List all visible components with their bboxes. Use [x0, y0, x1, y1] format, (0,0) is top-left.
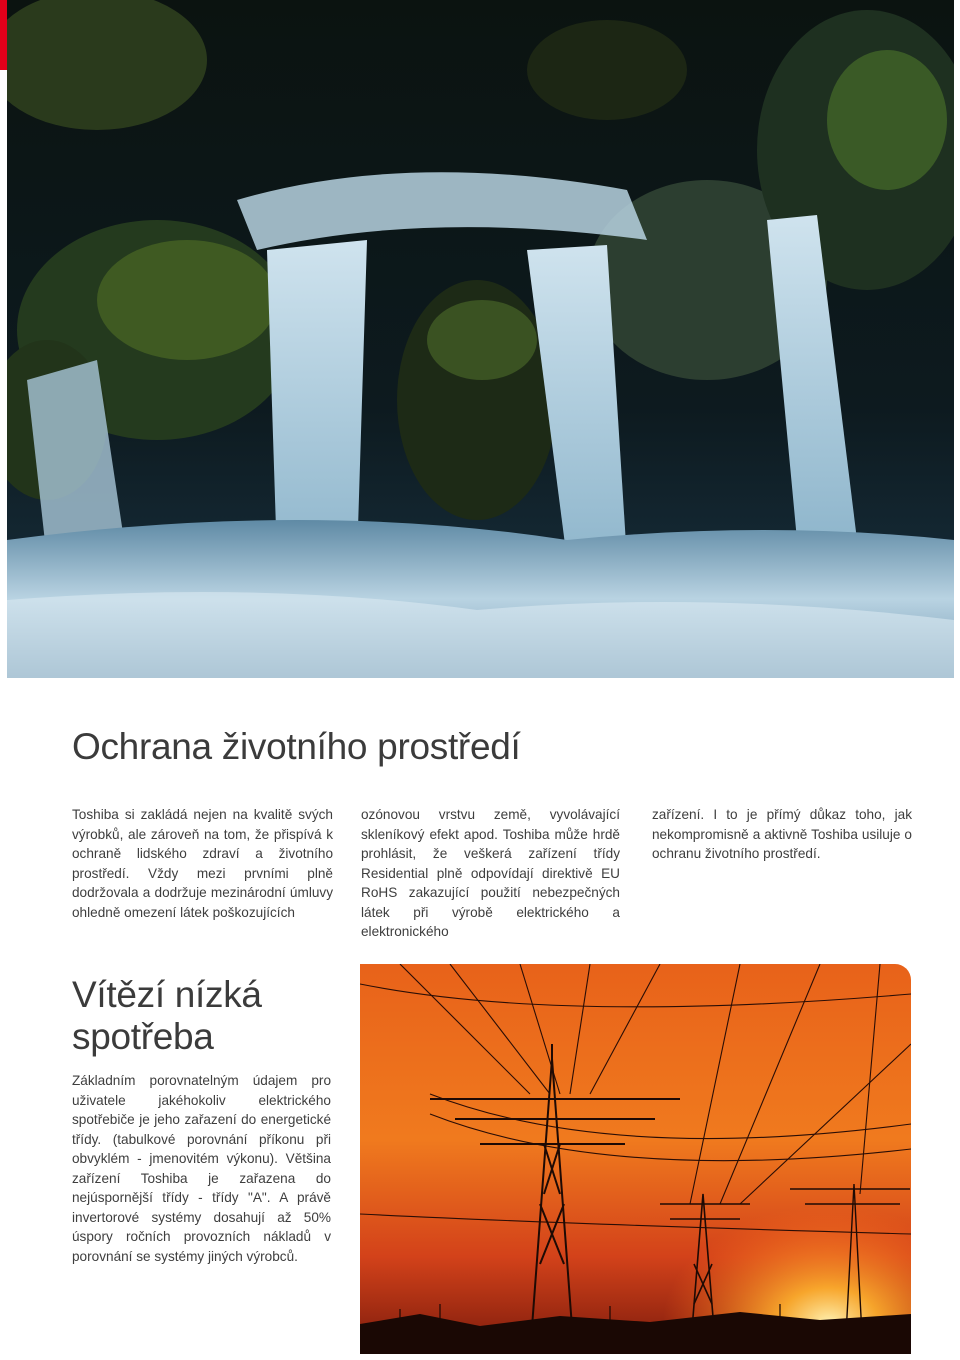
text-column-3 [652, 805, 912, 864]
text-column-2 [361, 805, 620, 942]
waterfall-illustration [7, 0, 954, 678]
paragraph: Toshiba si zakládá nejen na kvalitě svých výrobků, ale zároveň na tom, že přispívá k ochraně lidského zdraví a životního prostředí. Vždy mezi prvními plně dodržovala a dodržuje mezinárodní úmluvy ohledně omezení látek poškozujících [72, 807, 333, 920]
waterfall-photo [7, 0, 954, 678]
paragraph: zařízení. I to je přímý důkaz toho, jak nekompromisně a aktivně Toshiba usiluje o ochranu životního prostředí. [652, 807, 912, 861]
pylons-illustration [360, 964, 911, 1354]
pylons-photo [360, 964, 911, 1354]
paragraph: Základním porovnatelným údajem pro uživatele jakéhokoliv elektrického spotřebiče je jeho zařazení do energetické třídy. (tabulkové porovnání příkonu při obvyklém - jmenovitém výkonu). Většina zařízení Toshiba je zařazena do nejúspornější třídy - třídy "A". A právě invertorové systémy dosahují až 50% úspory ročních provozních nákladů v porovnání se systémy jiných výrobců. [72, 1073, 331, 1264]
section-title-environment: Ochrana životního prostředí [72, 726, 521, 767]
paragraph: ozónovou vrstvu země, vyvolávající skleníkový efekt apod. Toshiba může hrdě prohlásit, že veškerá zařízení třídy Residential plně odpovídají direktivě EU RoHS zakazující použití nebezpečných látek při výrobě elektrického a elektronického [361, 807, 620, 939]
section-title-consumption: Vítězí nízká spotřeba [72, 974, 262, 1057]
text-column-consumption [72, 1071, 331, 1266]
text-column-1 [72, 805, 333, 922]
